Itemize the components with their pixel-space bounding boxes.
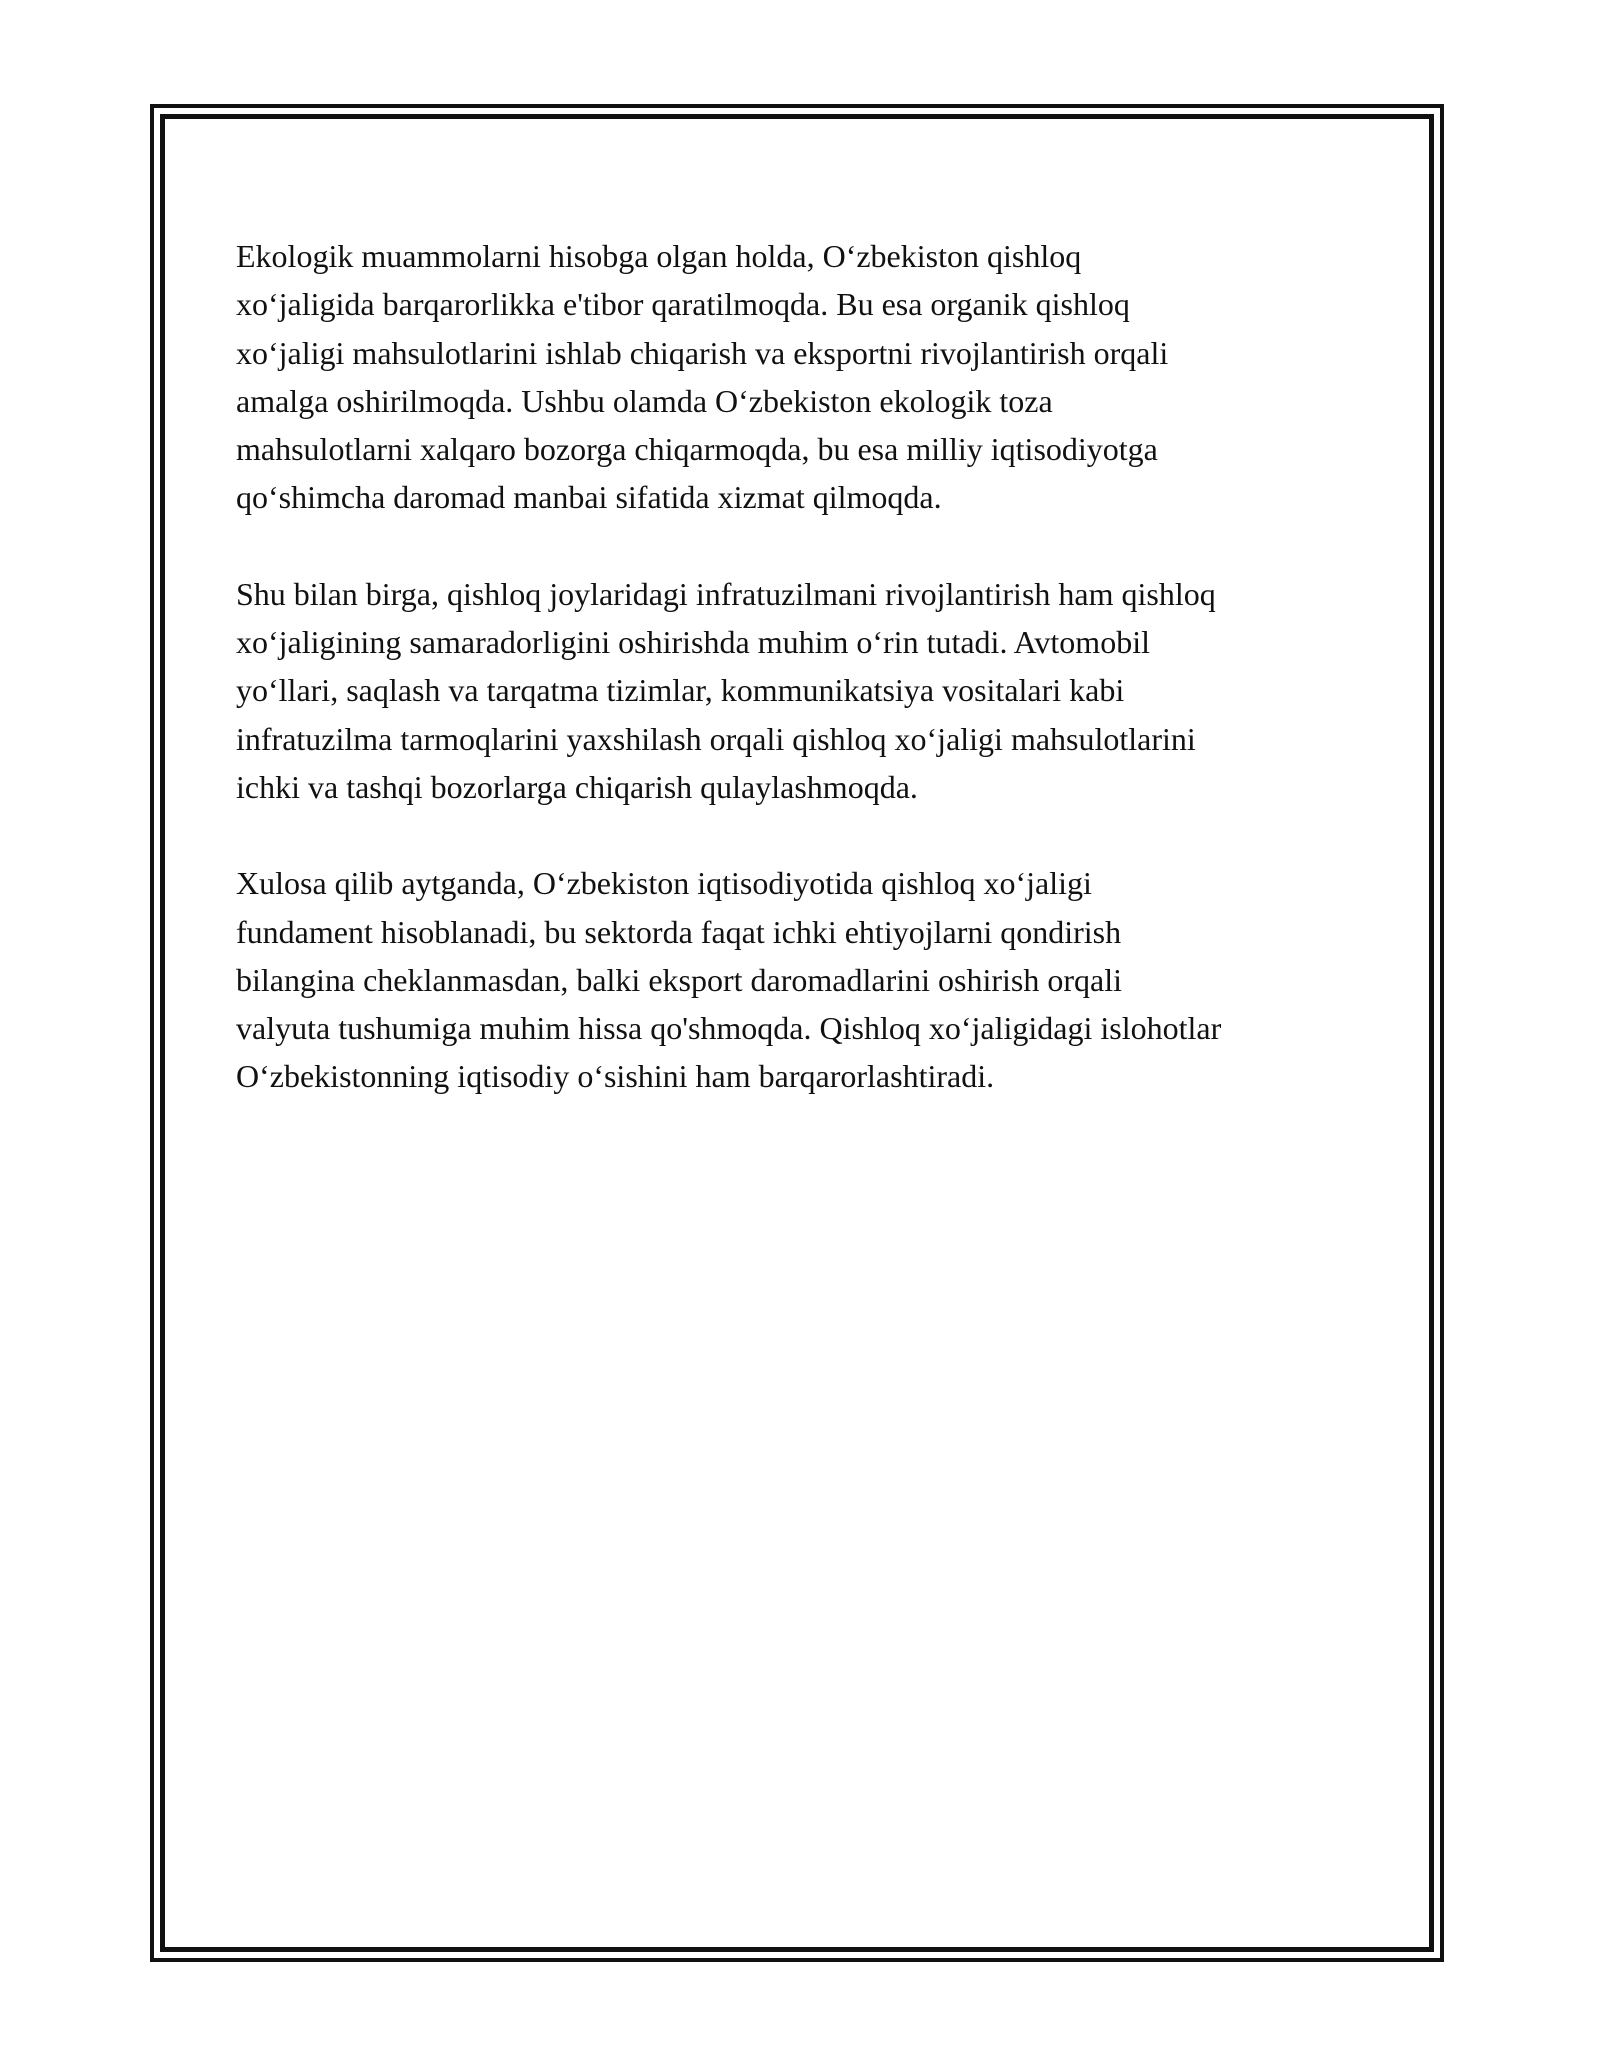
text-line: bilangina cheklanmasdan, balki eksport daromadlarini oshirish orqali (236, 961, 1122, 998)
text-line: valyuta tushumiga muhim hissa qo'shmoqda. Qishloq xo‘jaligidagi islohotlar (236, 1010, 1222, 1047)
text-line: xo‘jaligida barqarorlikka e'tibor qaratilmoqda. Bu esa organik qishloq (236, 286, 1130, 323)
paragraph-1 (236, 232, 1376, 522)
text-line: fundament hisoblanadi, bu sektorda faqat ichki ehtiyojlarni qondirish (236, 913, 1122, 950)
text-line: ichki va tashqi bozorlarga chiqarish qulaylashmoqda. (236, 768, 918, 805)
text-line: amalga oshirilmoqda. Ushbu olamda O‘zbekiston ekologik toza (236, 382, 1053, 419)
text-line: xo‘jaligining samaradorligini oshirishda muhim o‘rin tutadi. Avtomobil (236, 624, 1150, 661)
text-line: mahsulotlarni xalqaro bozorga chiqarmoqda, bu esa milliy iqtisodiyotga (236, 431, 1158, 468)
text-line: xo‘jaligi mahsulotlarini ishlab chiqarish va eksportni rivojlantirish orqali (236, 334, 1169, 371)
text-line: yo‘llari, saqlash va tarqatma tizimlar, kommunikatsiya vositalari kabi (236, 672, 1125, 709)
text-line: Shu bilan birga, qishloq joylaridagi infratuzilmani rivojlantirish ham qishloq (236, 575, 1216, 612)
document-body (236, 232, 1376, 1149)
text-line: Xulosa qilib aytganda, O‘zbekiston iqtisodiyotida qishloq xo‘jaligi (236, 865, 1092, 902)
text-line: qo‘shimcha daromad manbai sifatida xizmat qilmoqda. (236, 479, 942, 516)
paragraph-3 (236, 859, 1376, 1100)
text-line: infratuzilma tarmoqlarini yaxshilash orqali qishloq xo‘jaligi mahsulotlarini (236, 720, 1196, 757)
text-line: O‘zbekistonning iqtisodiy o‘sishini ham barqarorlashtiradi. (236, 1058, 995, 1095)
text-line: Ekologik muammolarni hisobga olgan holda, O‘zbekiston qishloq (236, 238, 1082, 274)
paragraph-2 (236, 570, 1376, 811)
